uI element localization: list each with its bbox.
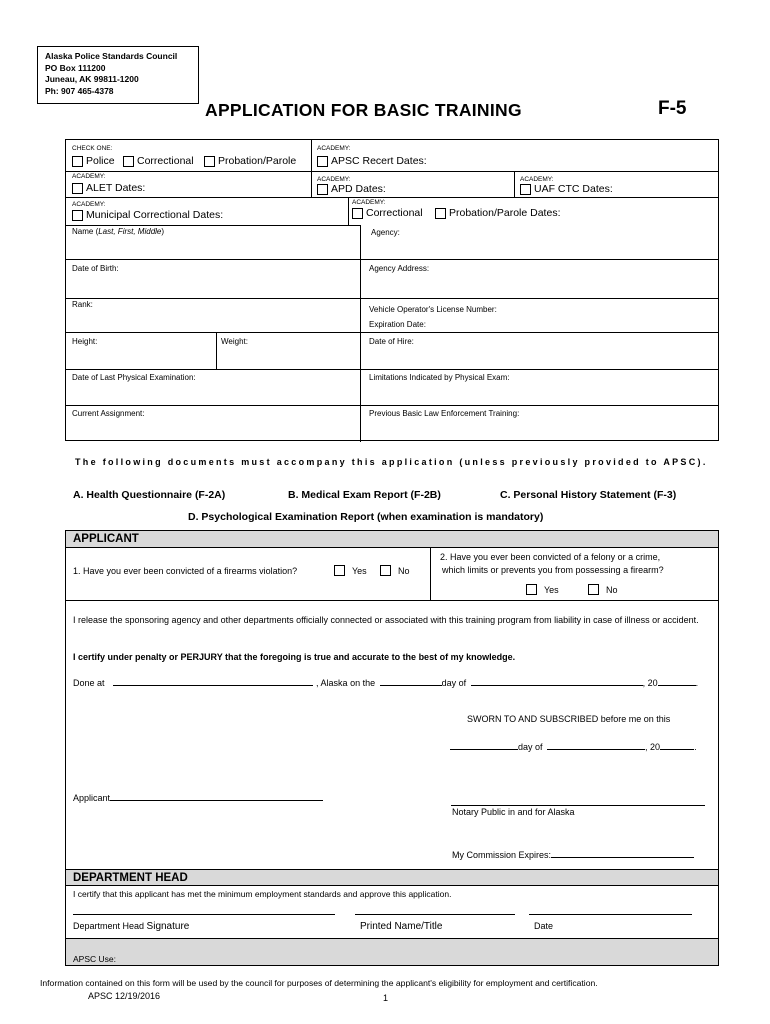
q2-yes-label: Yes bbox=[544, 584, 559, 595]
form-title: APPLICATION FOR BASIC TRAINING bbox=[205, 100, 522, 120]
academy-label: ACADEMY: bbox=[520, 176, 554, 183]
year-input[interactable] bbox=[658, 685, 696, 686]
weight-field[interactable]: Weight: bbox=[221, 337, 248, 346]
check-one-label: CHECK ONE: bbox=[72, 145, 113, 152]
perjury-certification: I certify under penalty or PERJURY that the foregoing is true and accurate to the best of my knowledge. bbox=[73, 652, 516, 662]
day-input[interactable] bbox=[380, 685, 442, 686]
uaf-ctc-checkbox[interactable] bbox=[520, 184, 531, 195]
department-signature-label bbox=[73, 921, 189, 932]
probation-parole-checkbox[interactable] bbox=[204, 156, 215, 167]
q1-yes-label: Yes bbox=[352, 565, 367, 576]
probation-parole-dates-option[interactable] bbox=[435, 207, 560, 219]
department-certify-statement: I certify that this applicant has met the minimum employment standards and approve this application. bbox=[73, 889, 452, 899]
academy-label: ACADEMY: bbox=[72, 201, 106, 208]
date-of-birth-field[interactable]: Date of Birth: bbox=[72, 264, 119, 273]
date-input[interactable] bbox=[529, 914, 692, 915]
municipal-correctional-checkbox[interactable] bbox=[72, 210, 83, 221]
date-label: Date bbox=[534, 921, 554, 931]
apsc-recert-label: APSC Recert Dates: bbox=[331, 155, 427, 167]
agency-address-field[interactable]: Agency Address: bbox=[369, 264, 430, 273]
footer-info: Information contained on this form will be used by the council for purposes of determining the applicant's eligibility for employment and certification. bbox=[40, 978, 598, 988]
correctional-academy-checkbox[interactable] bbox=[352, 208, 363, 219]
academy-label: ACADEMY: bbox=[72, 173, 106, 180]
footer-version: APSC 12/19/2016 bbox=[88, 991, 161, 1001]
notary-day-of-label: day of bbox=[518, 742, 543, 752]
address-line: Alaska Police Standards Council bbox=[45, 51, 178, 61]
uaf-ctc-option[interactable] bbox=[520, 183, 613, 195]
municipal-correctional-label: Municipal Correctional Dates: bbox=[86, 209, 224, 221]
notary-comma-20-label: , 20 bbox=[645, 742, 661, 752]
police-label: Police bbox=[86, 155, 115, 167]
question-firearms-violation: 1. Have you ever been convicted of a firearms violation? bbox=[73, 566, 298, 576]
correctional-label: Correctional bbox=[137, 155, 194, 167]
doc-personal-history: C. Personal History Statement (F-3) bbox=[500, 489, 677, 501]
alet-label: ALET Dates: bbox=[86, 182, 146, 194]
department-head-prefix: Department Head bbox=[73, 921, 147, 931]
date-of-hire-field[interactable]: Date of Hire: bbox=[369, 337, 414, 346]
municipal-correctional-option[interactable] bbox=[72, 209, 223, 221]
question-felony-line1: 2. Have you ever been convicted of a felony or a crime, bbox=[440, 552, 661, 562]
probation-parole-dates-checkbox[interactable] bbox=[435, 208, 446, 219]
vol-number-field[interactable]: Vehicle Operator's License Number: bbox=[369, 305, 497, 314]
academy-label: ACADEMY: bbox=[317, 145, 351, 152]
agency-field[interactable]: Agency: bbox=[371, 228, 400, 237]
printed-name-label: Printed Name/Title bbox=[360, 921, 443, 932]
apd-label: APD Dates: bbox=[331, 183, 386, 195]
correctional-checkbox[interactable] bbox=[123, 156, 134, 167]
apsc-use-box bbox=[65, 938, 719, 966]
alaska-on-the-label: , Alaska on the bbox=[316, 678, 376, 688]
department-head-heading: DEPARTMENT HEAD bbox=[65, 869, 719, 886]
limitations-field[interactable]: Limitations Indicated by Physical Exam: bbox=[369, 373, 510, 382]
signature-word: Signature bbox=[146, 921, 190, 932]
name-field[interactable] bbox=[72, 227, 164, 236]
address-line: Juneau, AK 99811-1200 bbox=[45, 74, 139, 84]
address-block bbox=[37, 46, 199, 104]
comma-20-label: , 20 bbox=[642, 678, 658, 688]
apsc-use-label: APSC Use: bbox=[73, 954, 116, 964]
name-label: Name ( bbox=[72, 227, 99, 236]
apsc-recert-option[interactable] bbox=[317, 155, 427, 167]
probation-parole-label: Probation/Parole bbox=[218, 155, 297, 167]
form-number: F-5 bbox=[658, 98, 687, 119]
probation-parole-option[interactable] bbox=[204, 155, 296, 167]
probation-parole-dates-label: Probation/Parole Dates: bbox=[449, 207, 561, 219]
q1-no-label: No bbox=[398, 565, 410, 576]
notary-date-line bbox=[450, 742, 697, 752]
height-field[interactable]: Height: bbox=[72, 337, 98, 346]
academy-label: ACADEMY: bbox=[352, 199, 386, 206]
apd-checkbox[interactable] bbox=[317, 184, 328, 195]
notary-period: . bbox=[694, 742, 697, 752]
sworn-statement: SWORN TO AND SUBSCRIBED before me on this bbox=[467, 714, 671, 724]
q2-yes-option[interactable] bbox=[526, 584, 559, 595]
last-physical-field[interactable]: Date of Last Physical Examination: bbox=[72, 373, 196, 382]
notary-year-input[interactable] bbox=[660, 749, 694, 750]
done-at-input[interactable] bbox=[113, 685, 313, 686]
documents-note: The following documents must accompany this application (unless previously provided to APSC). bbox=[75, 457, 708, 467]
q2-no-option[interactable] bbox=[588, 584, 618, 595]
name-label-italic: Last, First, Middle bbox=[98, 227, 162, 236]
doc-health-questionnaire: A. Health Questionnaire (F-2A) bbox=[73, 489, 226, 501]
period: . bbox=[695, 678, 699, 688]
apsc-recert-checkbox[interactable] bbox=[317, 156, 328, 167]
rank-field[interactable]: Rank: bbox=[72, 300, 93, 309]
uaf-ctc-label: UAF CTC Dates: bbox=[534, 183, 613, 195]
commission-expires-input[interactable] bbox=[551, 857, 694, 858]
notary-month-input[interactable] bbox=[547, 749, 645, 750]
address-line: PO Box 111200 bbox=[45, 62, 106, 73]
doc-medical-exam: B. Medical Exam Report (F-2B) bbox=[288, 489, 441, 501]
correctional-academy-label: Correctional bbox=[366, 207, 423, 219]
apd-option[interactable] bbox=[317, 183, 386, 195]
page-number: 1 bbox=[383, 993, 389, 1003]
police-checkbox[interactable] bbox=[72, 156, 83, 167]
department-signature-input[interactable] bbox=[73, 914, 335, 915]
q1-no-option[interactable] bbox=[380, 565, 410, 576]
printed-name-input[interactable] bbox=[355, 914, 515, 915]
done-at-label: Done at bbox=[73, 678, 105, 688]
applicant-heading: APPLICANT bbox=[65, 530, 719, 548]
alet-option[interactable] bbox=[72, 182, 145, 194]
commission-expires-label: My Commission Expires: bbox=[452, 850, 552, 860]
release-statement: I release the sponsoring agency and other departments officially connected or associated with this training program from liability in case of illness or accident. bbox=[73, 615, 699, 625]
police-option[interactable] bbox=[72, 155, 115, 167]
q2-yes-checkbox[interactable] bbox=[526, 584, 537, 595]
month-input[interactable] bbox=[471, 685, 643, 686]
notary-day-input[interactable] bbox=[450, 749, 518, 750]
applicant-signature-line bbox=[73, 793, 323, 803]
q1-yes-checkbox[interactable] bbox=[334, 565, 345, 576]
question-felony-line2: which limits or prevents you from possessing a firearm? bbox=[442, 565, 664, 575]
commission-expires-line bbox=[452, 850, 694, 860]
q1-no-checkbox[interactable] bbox=[380, 565, 391, 576]
address-line: Ph: 907 465-4378 bbox=[45, 85, 114, 96]
correctional-option[interactable] bbox=[123, 155, 194, 167]
applicant-info-grid bbox=[65, 139, 719, 441]
correctional-academy-option[interactable] bbox=[352, 207, 423, 219]
academy-label: ACADEMY: bbox=[317, 176, 351, 183]
applicant-signature-input[interactable] bbox=[110, 800, 323, 801]
name-label-close: ) bbox=[161, 227, 165, 236]
notary-signature-input[interactable] bbox=[451, 805, 705, 806]
applicant-section bbox=[65, 548, 719, 872]
previous-training-field[interactable]: Previous Basic Law Enforcement Training: bbox=[369, 409, 520, 418]
notary-public-label: Notary Public in and for Alaska bbox=[452, 807, 575, 817]
expiration-date-field[interactable]: Expiration Date: bbox=[369, 320, 426, 329]
q2-no-checkbox[interactable] bbox=[588, 584, 599, 595]
alet-checkbox[interactable] bbox=[72, 183, 83, 194]
done-at-line bbox=[73, 678, 698, 688]
applicant-signature-label: Applicant bbox=[73, 793, 111, 803]
day-of-label: day of bbox=[441, 678, 467, 688]
q2-no-label: No bbox=[606, 584, 618, 595]
current-assignment-field[interactable]: Current Assignment: bbox=[72, 409, 145, 418]
department-head-section bbox=[65, 886, 719, 938]
q1-yes-option[interactable] bbox=[334, 565, 367, 576]
doc-psychological-exam: D. Psychological Examination Report (when examination is mandatory) bbox=[188, 511, 544, 523]
